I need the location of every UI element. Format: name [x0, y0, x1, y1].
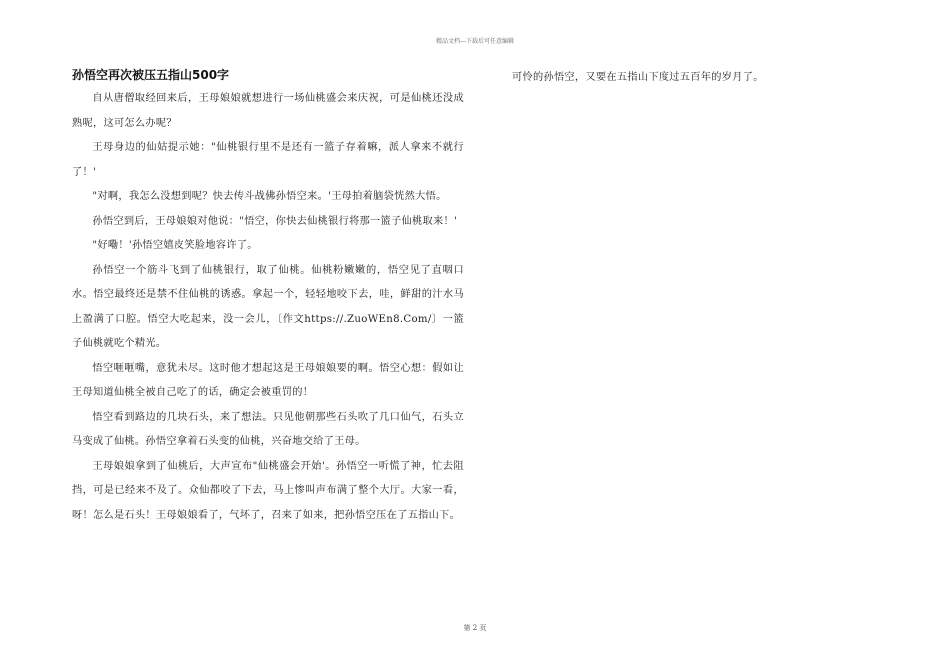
paragraph-7: 悟空咂咂嘴，意犹未尽。这时他才想起这是王母娘娘要的啊。悟空心想：假如让王母知道仙桃全被自己吃了的话，确定会被重罚的！ — [72, 362, 464, 398]
essay-title: 孙悟空再次被压五指山500字 — [72, 68, 230, 82]
paragraph-8: 悟空看到路边的几块石头，来了想法。只见他朝那些石头吹了几口仙气，石头立马变成了仙桃。孙悟空拿着石头变的仙桃，兴奋地交给了王母。 — [72, 411, 464, 447]
paragraph-4: 孙悟空到后，王母娘娘对他说："悟空，你快去仙桃银行将那一篮子仙桃取来！' — [92, 215, 458, 227]
right-column — [512, 66, 892, 91]
page-header: 精品文档---下载后可任意编辑 — [435, 38, 515, 45]
left-column — [72, 66, 464, 528]
paragraph-10: 可怜的孙悟空，又要在五指山下度过五百年的岁月了。 — [512, 72, 764, 83]
paragraph-1: 自从唐僧取经回来后，王母娘娘就想进行一场仙桃盛会来庆祝，可是仙桃还没成熟呢，这可怎么办呢？ — [72, 93, 464, 129]
page-number: 第 2 页 — [463, 624, 487, 632]
paragraph-3: "对啊，我怎么没想到呢？快去传斗战佛孙悟空来。'王母拍着脑袋恍然大悟。 — [92, 191, 447, 202]
paragraph-9: 王母娘娘拿到了仙桃后，大声宣布"仙桃盛会开始'。孙悟空一听慌了神，忙去阻挡，可是已经来不及了。众仙都咬了下去，马上惨叫声布满了整个大厅。大家一看，呀！怎么是石头！王母娘娘看了，气坏了，召来了如来，把孙悟空压在了五指山下。 — [72, 460, 464, 521]
paragraph-6: 孙悟空一个筋斗飞到了仙桃银行，取了仙桃。仙桃粉嫩嫩的，悟空见了直咽口水。悟空最终还是禁不住仙桃的诱惑。拿起一个，轻轻地咬下去，哇，鲜甜的汁水马上盈满了口腔。悟空大吃起来，没一会儿，〔作文https://.ZuoWEn8.Com/〕一篮子仙桃就吃个精光。 — [72, 264, 464, 349]
paragraph-5: "好嘞！'孙悟空嬉皮笑脸地容许了。 — [92, 240, 258, 251]
paragraph-2: 王母身边的仙姑提示她："仙桃银行里不是还有一篮子存着嘛，派人拿来不就行了！' — [72, 142, 464, 178]
